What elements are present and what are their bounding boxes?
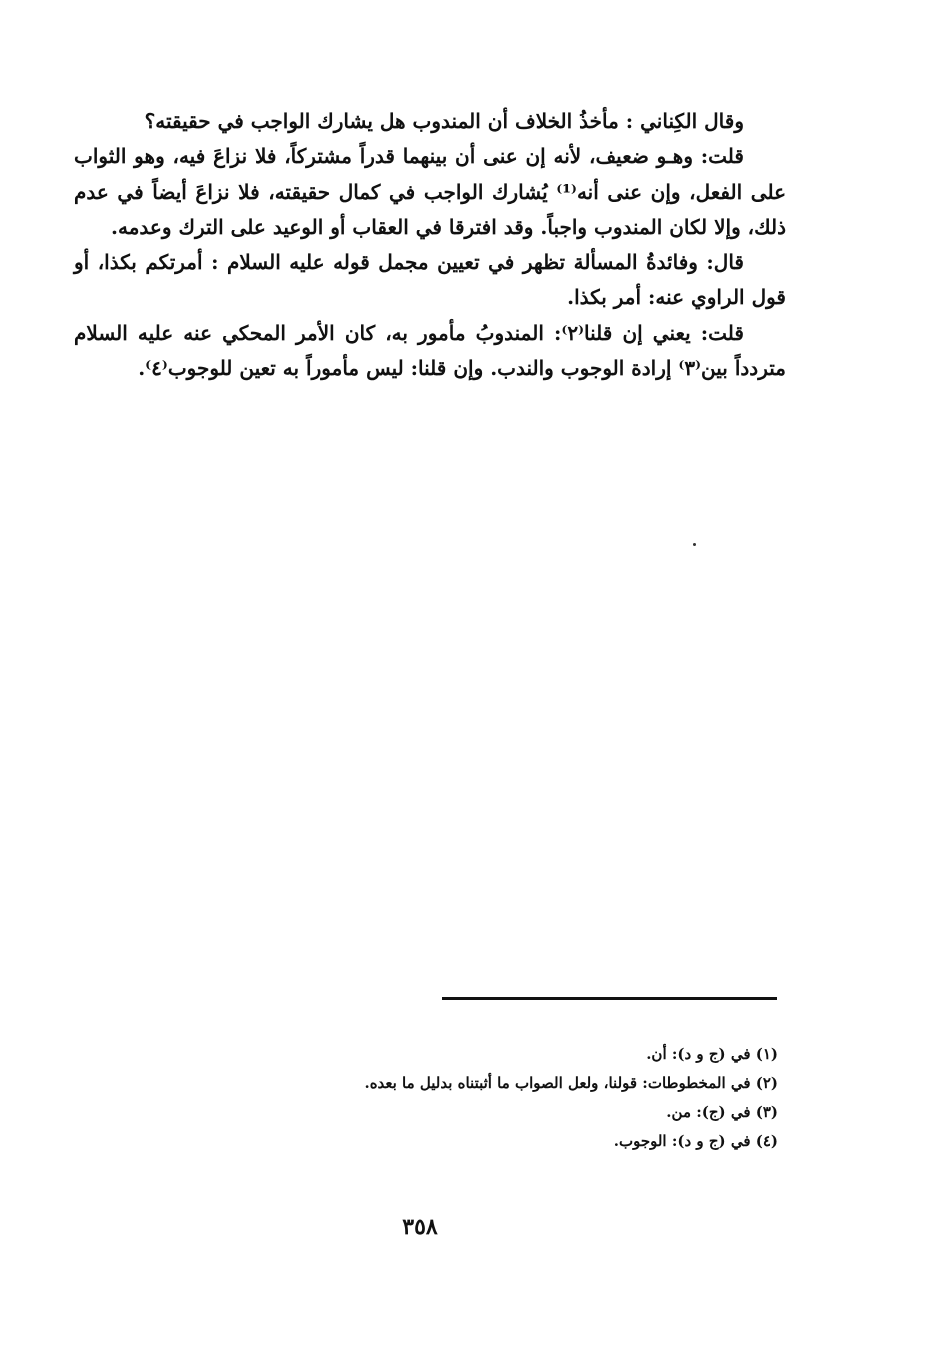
paragraph-benefit: قال: وفائدةُ المسألة تظهر في تعيين مجمل قوله عليه السلام : أمرتكم بكذا، أو قول الراوي عنه: أمر بكذا. bbox=[74, 250, 786, 310]
scan-speck bbox=[693, 543, 696, 546]
footnote-3: (٣) في (ج): من. bbox=[666, 1103, 778, 1121]
footnote-separator bbox=[442, 997, 777, 1000]
paragraph-conclusion: قلت: يعني إن قلنا⁽٢⁾: المندوبُ مأمور به، كان الأمر المحكي عنه عليه السلام متردداً بين⁽٣⁾ إرادة الوجوب والندب. وإن قلنا: ليس مأموراً به تعين للوجوب⁽٤⁾. bbox=[74, 320, 786, 381]
footnote-4: (٤) في (ج و د): الوجوب. bbox=[613, 1132, 778, 1150]
main-text bbox=[74, 104, 786, 386]
footnote-2: (٢) في المخطوطات: قولنا، ولعل الصواب ما أثبتناه بدليل ما بعده. bbox=[364, 1074, 778, 1092]
footnotes bbox=[300, 1040, 778, 1156]
footnote-1: (١) في (ج و د): أن. bbox=[646, 1045, 778, 1063]
paragraph-weak-argument: قلت: وهـو ضعيف، لأنه إن عنى أن بينهما قدراً مشتركاً، فلا نزاعَ فيه، وهو الثواب على الفعل، وإن عنى أنه⁽¹⁾ يُشارك الواجب في كمال حقيقته، فلا نزاعَ أيضاً في عدم ذلك، وإلا لكان المندوب واجباً. وقد افترقا في العقاب أو الوعيد على الترك وعدمه. bbox=[74, 144, 787, 239]
paragraph-kinani: وقال الكِناني : مأخذُ الخلاف أن المندوب هل يشارك الواجب في حقيقته؟ bbox=[144, 109, 744, 133]
page-number: ٣٥٨ bbox=[402, 1214, 438, 1240]
